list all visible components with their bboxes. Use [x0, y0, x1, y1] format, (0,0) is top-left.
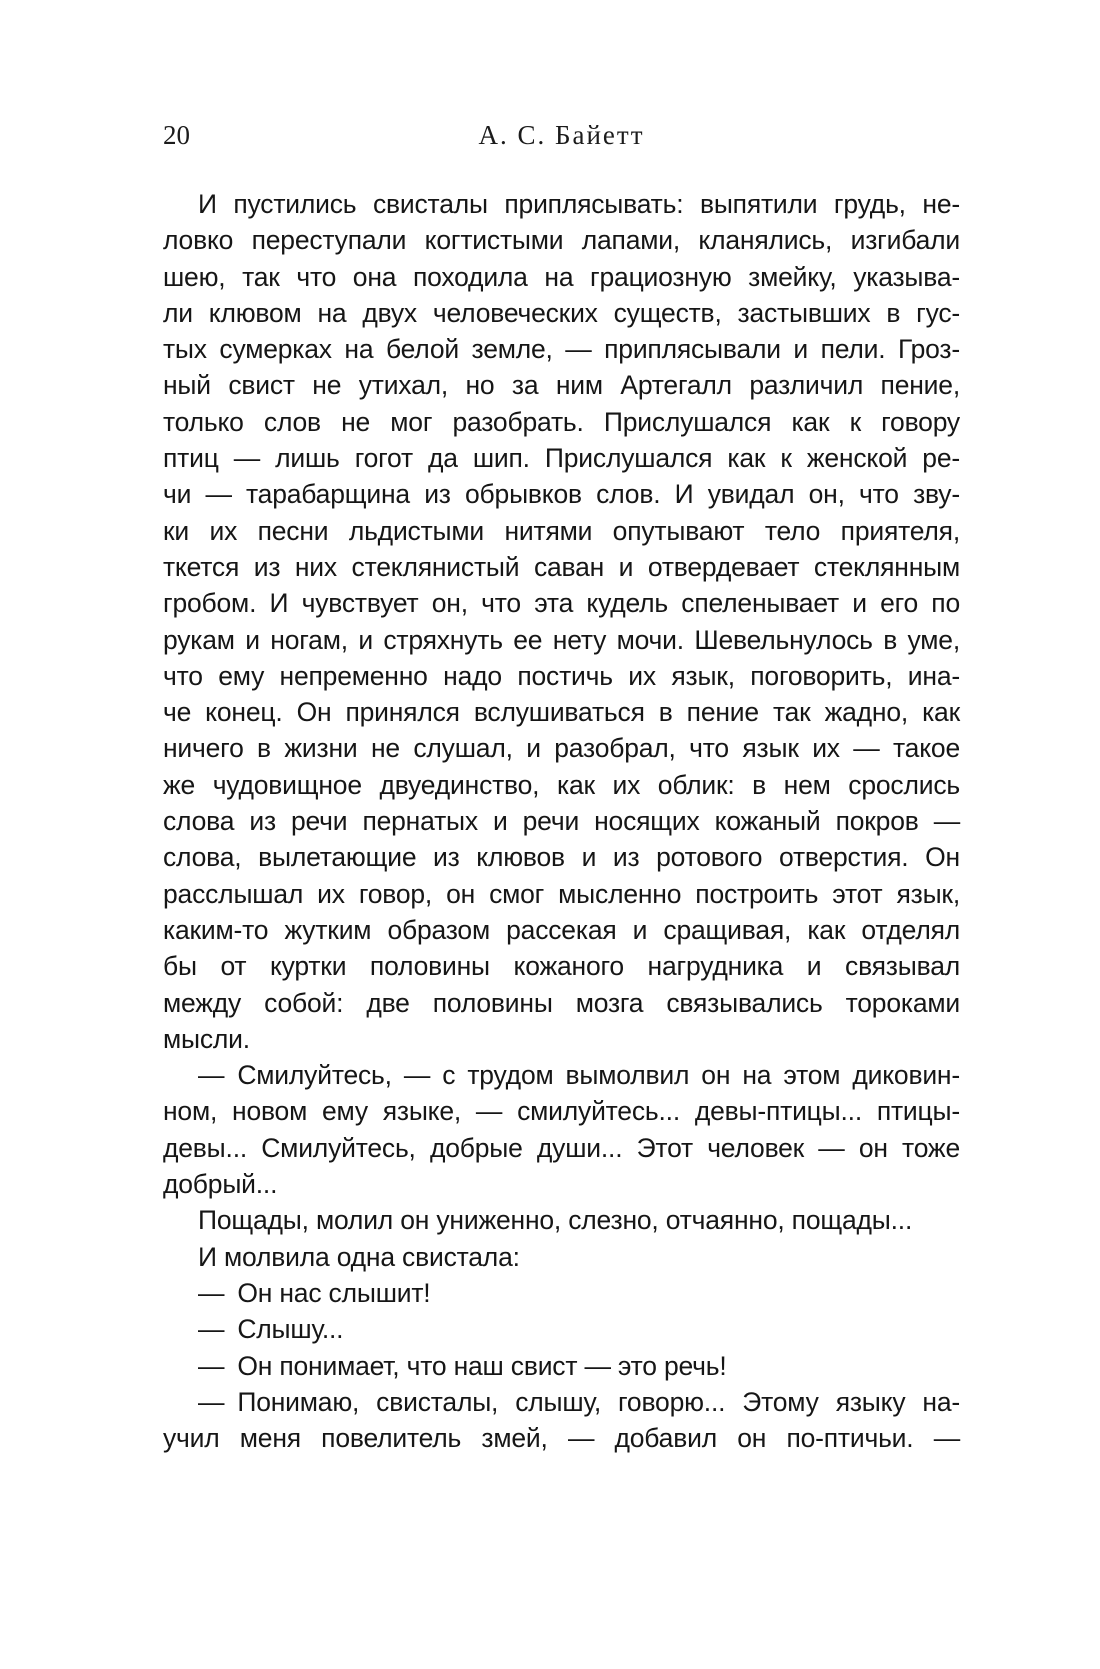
text-line: учил меня повелитель змей, — добавил он по-птичьи. — — [163, 1423, 960, 1454]
text-line: рукам и ногам, и стряхнуть ее нету мочи. Шевельнулось в уме, — [163, 624, 960, 655]
text-line: шею, так что она походила на грациозную змейку, указыва- — [163, 261, 960, 292]
text-line: слова, вылетающие из клювов и из ротового отверстия. Он — [163, 842, 960, 873]
text-line: мысли. — [163, 1023, 250, 1054]
text-line: — Он понимает, что наш свист — это речь! — [198, 1350, 727, 1381]
text-line: — Смилуйтесь, — с трудом вымолвил он на этом диковин- — [198, 1060, 960, 1091]
page-number: 20 — [163, 120, 190, 150]
text-line: ли клювом на двух человеческих существ, застывших в гус- — [163, 297, 960, 328]
text-line: ткется из них стеклянистый саван и отвердевает стеклянным — [163, 551, 960, 582]
text-line: что ему непременно надо постичь их язык, поговорить, ина- — [163, 660, 960, 691]
text-line: гробом. И чувствует он, что эта кудель спеленывает и его по — [163, 588, 960, 619]
text-line: тых сумерках на белой земле, — приплясывали и пели. Гроз- — [163, 334, 960, 365]
text-line: бы от куртки половины кожаного нагрудника и связывал — [163, 951, 960, 982]
text-line: — Понимаю, свисталы, слышу, говорю... Этому языку на- — [198, 1386, 960, 1417]
text-line: ный свист не утихал, но за ним Артегалл различил пение, — [163, 370, 960, 401]
text-line: ки их песни льдистыми нитями опутывают тело приятеля, — [163, 515, 960, 546]
text-line: птиц — лишь гогот да шип. Прислушался как к женской ре- — [163, 443, 960, 474]
text-block — [163, 186, 960, 1456]
text-line: только слов не мог разобрать. Прислушался как к говору — [163, 406, 960, 437]
text-line: ничего в жизни не слушал, и разобрал, что язык их — такое — [163, 733, 960, 764]
text-line: че конец. Он принялся вслушиваться в пение так жадно, как — [163, 697, 960, 728]
text-line: — Слышу... — [198, 1314, 344, 1345]
running-title: А. С. Байетт — [478, 120, 645, 150]
text-line: ном, новом ему языке, — смилуйтесь... девы-птицы... птицы- — [163, 1096, 960, 1127]
text-line: же чудовищное двуединство, как их облик: в нем срослись — [163, 769, 960, 800]
text-line: — Он нас слышит! — [198, 1277, 431, 1308]
text-line: между собой: две половины мозга связывались тороками — [163, 987, 960, 1018]
text-line: ловко переступали когтистыми лапами, кланялись, изгибали — [163, 225, 960, 256]
text-line: И пустились свисталы приплясывать: выпятили грудь, не- — [198, 189, 960, 219]
text-line: чи — тарабарщина из обрывков слов. И увидал он, что зву- — [163, 479, 960, 510]
text-line: расслышал их говор, он смог мысленно построить этот язык, — [163, 878, 960, 909]
running-head — [163, 120, 960, 154]
text-line: слова из речи пернатых и речи носящих кожаный покров — — [163, 806, 960, 837]
text-line: девы... Смилуйтесь, добрые души... Этот человек — он тоже — [163, 1132, 960, 1163]
text-line: Пощады, молил он униженно, слезно, отчаянно, пощады... — [198, 1205, 913, 1236]
text-line: каким-то жутким образом рассекая и сращивая, как отделял — [163, 914, 960, 945]
text-line: И молвила одна свистала: — [198, 1241, 520, 1272]
text-line: добрый... — [163, 1169, 278, 1200]
